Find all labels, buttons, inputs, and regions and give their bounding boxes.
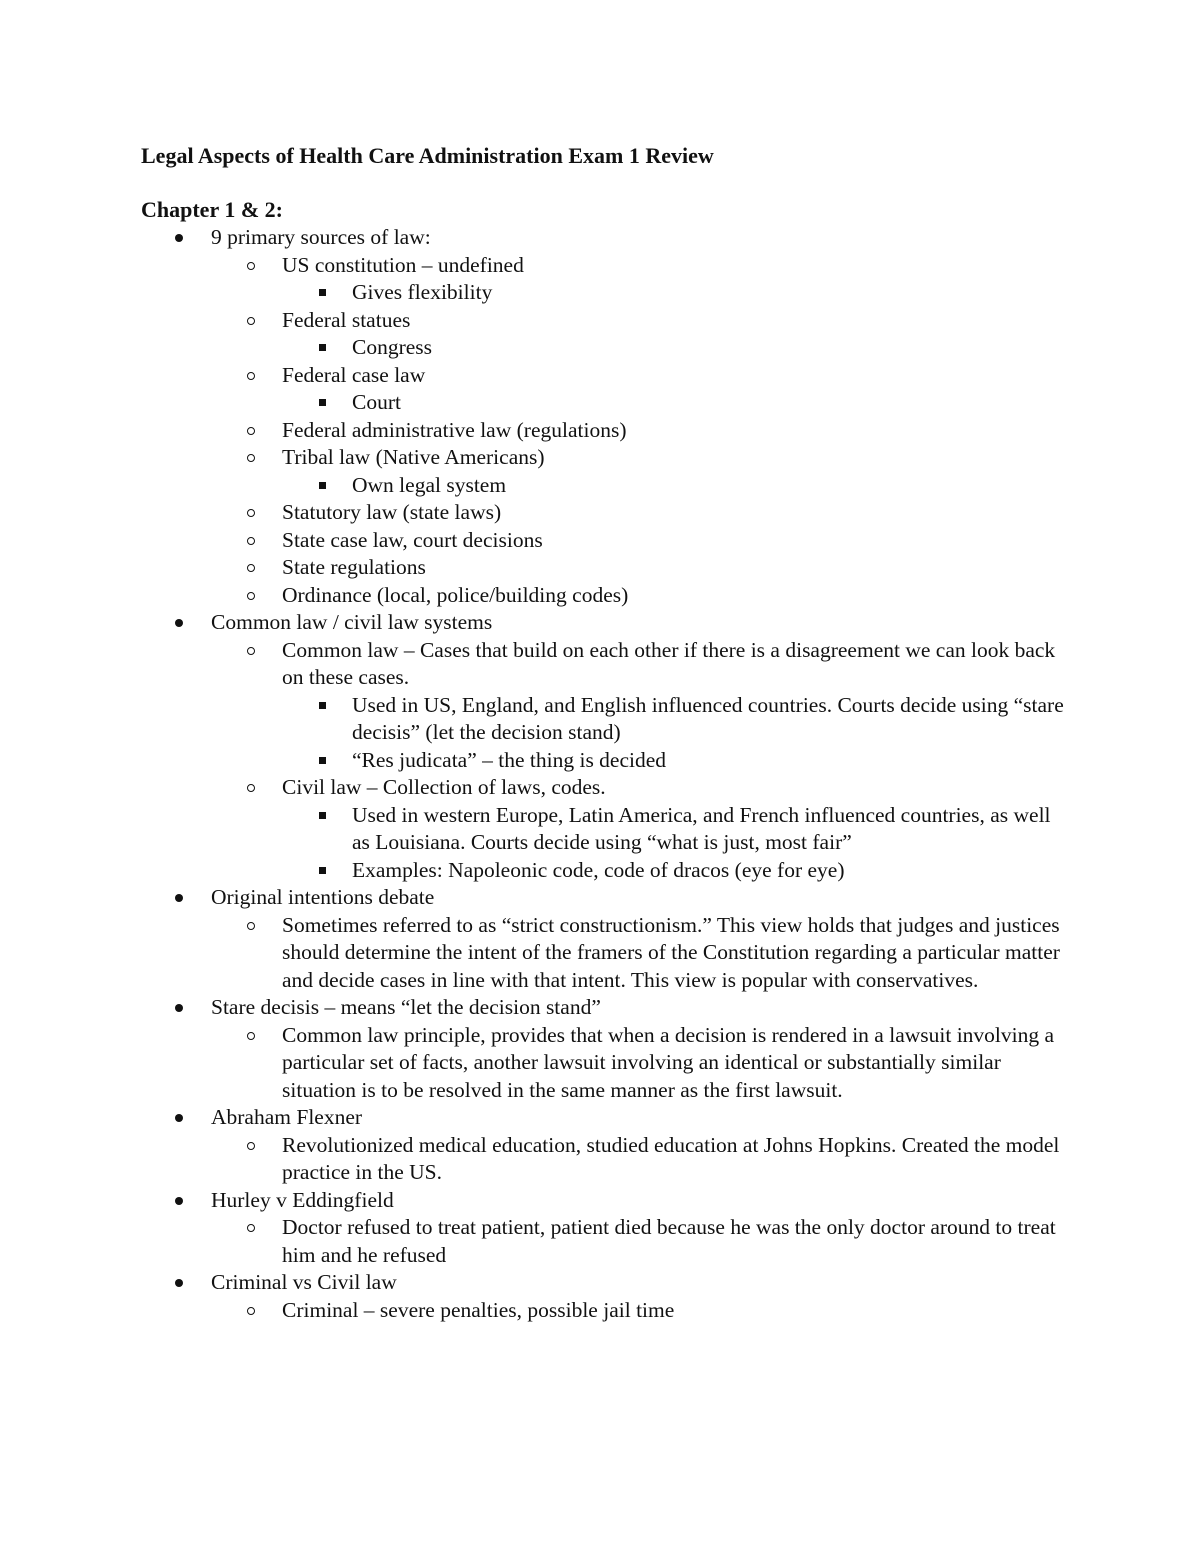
outline-item-level-2 (282, 637, 1067, 692)
outline-item-text: Common law / civil law systems (211, 610, 493, 634)
bullet-circle-icon (247, 537, 255, 545)
outline-item-text: Federal statues (282, 307, 411, 332)
outline-item-level-3 (352, 389, 1067, 417)
outline-item-text: Stare decisis – means “let the decision stand” (211, 995, 601, 1019)
bullet-dot-icon (175, 234, 183, 242)
outline-item-level-3 (352, 692, 1067, 747)
outline-item-level-1 (211, 1187, 1071, 1215)
outline-item-level-2 (282, 362, 1067, 390)
outline-item-level-2 (282, 307, 1067, 335)
outline-item-text: State case law, court decisions (282, 527, 543, 552)
outline-item-text: Congress (352, 335, 433, 359)
bullet-circle-icon (247, 262, 255, 270)
bullet-circle-icon (247, 1032, 255, 1040)
outline-item-level-2 (282, 252, 1067, 280)
outline-item-text: Abraham Flexner (211, 1105, 363, 1129)
bullet-square-icon (319, 812, 326, 819)
outline-item-text: Criminal vs Civil law (211, 1270, 397, 1294)
outline-item-level-3 (352, 747, 1067, 775)
bullet-circle-icon (247, 454, 255, 462)
outline-item-level-1 (211, 224, 1071, 252)
outline-item-level-3 (352, 857, 1067, 885)
outline-item-text: Common law principle, provides that when a decision is rendered in a lawsuit involving a particular set of facts, another lawsuit involving an identical or substantially similar situation is to be resolved in the same manner as the first lawsuit. (282, 1022, 1055, 1102)
outline-item-level-1 (211, 609, 1071, 637)
outline-item-text: Original intentions debate (211, 885, 435, 909)
outline-item-level-2 (282, 774, 1067, 802)
outline-item-text: Used in US, England, and English influenced countries. Courts decide using “stare decisis” (let the decision stand) (352, 692, 1064, 744)
outline-item-level-1 (211, 884, 1071, 912)
outline-item-level-2 (282, 912, 1067, 995)
bullet-circle-icon (247, 1224, 255, 1232)
outline-item-text: Tribal law (Native Americans) (282, 445, 545, 469)
outline-item-text: “Res judicata” – the thing is decided (352, 747, 667, 772)
outline-item-level-1 (211, 1269, 1071, 1297)
bullet-square-icon (319, 702, 326, 709)
bullet-circle-icon (247, 1307, 255, 1315)
bullet-square-icon (319, 867, 326, 874)
outline-item-level-2 (282, 582, 1067, 610)
bullet-dot-icon (175, 619, 183, 627)
outline-item-text: Federal case law (282, 362, 426, 387)
bullet-dot-icon (175, 1197, 183, 1205)
outline-item-level-2 (282, 1214, 1067, 1269)
outline-item-level-3 (352, 334, 1067, 362)
outline-item-text: Ordinance (local, police/building codes) (282, 582, 629, 607)
chapter-heading: Chapter 1 & 2: (141, 197, 283, 222)
bullet-circle-icon (247, 592, 255, 600)
bullet-circle-icon (247, 922, 255, 930)
bullet-square-icon (319, 344, 326, 351)
bullet-circle-icon (247, 427, 255, 435)
bullet-circle-icon (247, 372, 255, 380)
outline-item-text: Gives flexibility (352, 280, 493, 304)
outline-item-text: Doctor refused to treat patient, patient died because he was the only doctor around to treat him and he refused (282, 1215, 1056, 1267)
bullet-circle-icon (247, 564, 255, 572)
document-title: Legal Aspects of Health Care Administration Exam 1 Review (141, 143, 714, 168)
bullet-dot-icon (175, 1279, 183, 1287)
outline-item-level-3 (352, 472, 1067, 500)
outline-list (0, 224, 1200, 1324)
outline-item-level-2 (282, 527, 1067, 555)
outline-item-level-1 (211, 1104, 1071, 1132)
outline-item-text: 9 primary sources of law: (211, 225, 431, 249)
bullet-dot-icon (175, 1114, 183, 1122)
outline-item-level-1 (211, 994, 1071, 1022)
outline-item-level-2 (282, 1297, 1067, 1325)
outline-item-text: Civil law – Collection of laws, codes. (282, 775, 606, 799)
outline-item-text: Sometimes referred to as “strict constructionism.” This view holds that judges and justices should determine the intent of the framers of the Constitution regarding a particular matter and decide cases in line with that intent. This view is popular with conservatives. (282, 912, 1060, 992)
bullet-circle-icon (247, 509, 255, 517)
bullet-circle-icon (247, 784, 255, 792)
outline-item-text: Court (352, 390, 401, 414)
outline-item-level-2 (282, 1022, 1067, 1105)
outline-item-level-2 (282, 554, 1067, 582)
outline-item-text: Revolutionized medical education, studied education at Johns Hopkins. Created the model practice in the US. (282, 1132, 1060, 1184)
outline-item-text: Used in western Europe, Latin America, and French influenced countries, as well as Louisiana. Courts decide using “what is just, most fair” (352, 802, 1051, 854)
bullet-circle-icon (247, 647, 255, 655)
bullet-circle-icon (247, 1142, 255, 1150)
outline-item-text: Examples: Napoleonic code, code of dracos (eye for eye) (352, 857, 845, 882)
outline-item-text: US constitution – undefined (282, 252, 524, 277)
outline-item-text: Hurley v Eddingfield (211, 1187, 394, 1212)
bullet-dot-icon (175, 1004, 183, 1012)
bullet-square-icon (319, 399, 326, 406)
outline-item-text: Common law – Cases that build on each other if there is a disagreement we can look back on these cases. (282, 637, 1056, 689)
bullet-dot-icon (175, 894, 183, 902)
outline-item-level-3 (352, 802, 1067, 857)
bullet-circle-icon (247, 317, 255, 325)
outline-item-level-2 (282, 417, 1067, 445)
outline-item-level-2 (282, 1132, 1067, 1187)
outline-item-level-3 (352, 279, 1067, 307)
outline-item-text: Criminal – severe penalties, possible jail time (282, 1297, 675, 1322)
outline-item-text: Federal administrative law (regulations) (282, 417, 627, 442)
outline-item-text: Statutory law (state laws) (282, 500, 502, 524)
outline-item-level-2 (282, 499, 1067, 527)
bullet-square-icon (319, 289, 326, 296)
outline-item-text: Own legal system (352, 472, 507, 497)
outline-item-text: State regulations (282, 555, 426, 579)
bullet-square-icon (319, 482, 326, 489)
bullet-square-icon (319, 757, 326, 764)
outline-item-level-2 (282, 444, 1067, 472)
